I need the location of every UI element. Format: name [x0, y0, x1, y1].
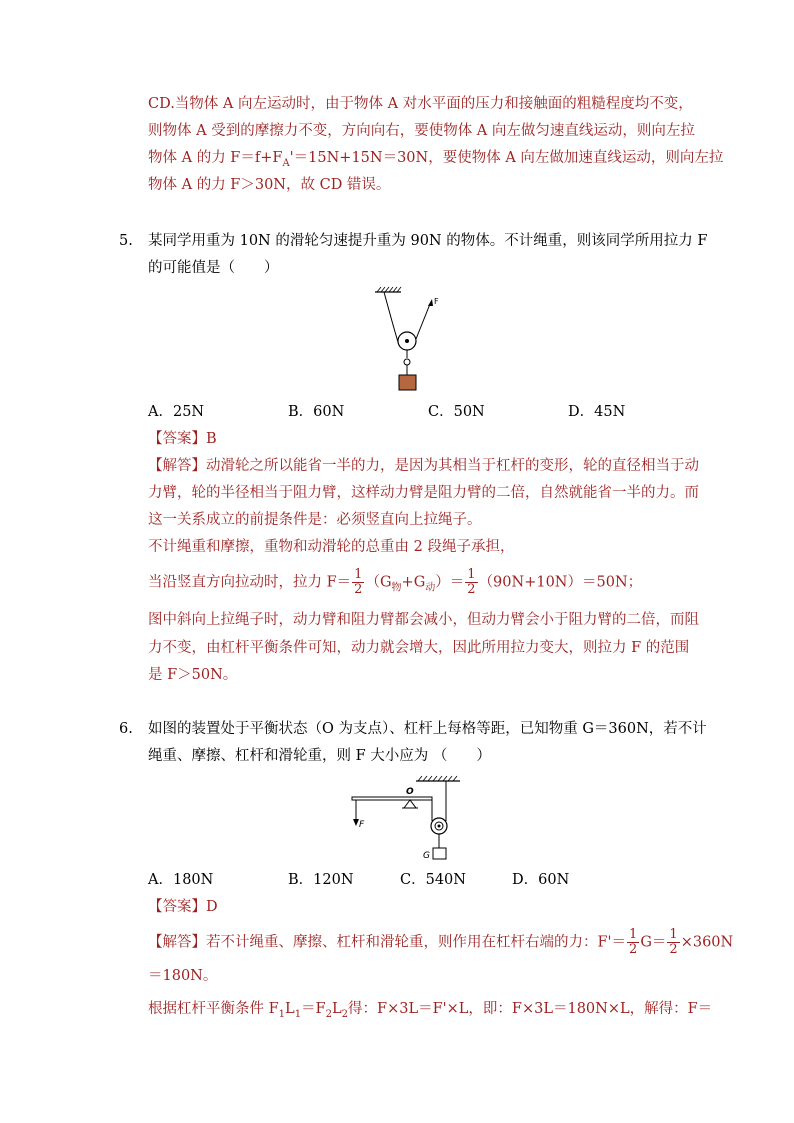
- q5-analysis-line-8: 是 F＞50N。: [148, 667, 238, 683]
- prev-solution-line-4: 物体 A 的力 F＞30N，故 CD 错误。: [148, 177, 391, 193]
- q6-lever-pulley-figure: [348, 773, 473, 868]
- q6-fig-label-o: O: [406, 787, 414, 797]
- q5-fig-label-f: F: [434, 297, 439, 306]
- fraction-one-half: $\frac{1}{2}$: [467, 567, 476, 597]
- q6-fig-label-f: F: [359, 820, 365, 830]
- fraction-one-half: $\frac{1}{2}$: [669, 927, 678, 957]
- q5-analysis-line-3: 这一关系成立的前提条件是：必须竖直向上拉绳子。: [148, 512, 482, 528]
- q5-analysis-line-2: 力臂，轮的半径相当于阻力臂，这样动力臂是阻力臂的二倍，自然就能省一半的力。而: [148, 485, 699, 501]
- q5-answer: 【答案】B: [148, 431, 217, 447]
- q5-option-c: C．50N: [428, 404, 485, 420]
- q6-analysis-line-3: 根据杠杆平衡条件 $F_1L_1=F_2L_2$得：F×3L＝F'×L，即：F×3L＝180N×L，解得：F＝: [148, 1001, 713, 1020]
- prev-solution-line-3: 物体 A 的力 $F=f+F_A'=15N+15N=30N$，要使物体 A 向左做加速直线运动，则向左拉: [148, 150, 724, 169]
- q6-analysis-line-1: 【解答】若不计绳重、摩擦、杠杆和滑轮重，则作用在杠杆右端的力：F'＝ $\frac{1}{2}$ G＝ $\frac{1}{2}$ ×360N: [148, 927, 734, 957]
- q5-option-a: A．25N: [148, 404, 205, 420]
- q5-analysis-line-1: 【解答】动滑轮之所以能省一半的力，是因为其相当于杠杆的变形，轮的直径相当于动: [148, 458, 699, 474]
- q5-number: 5.: [119, 233, 133, 249]
- q6-analysis-line-2: ＝180N。: [148, 968, 218, 984]
- q6-fig-label-g: G: [423, 851, 430, 861]
- q5-analysis-line-4: 不计绳重和摩擦，重物和动滑轮的总重由 2 段绳子承担，: [148, 539, 515, 555]
- fraction-one-half: $\frac{1}{2}$: [629, 927, 638, 957]
- q5-stem-line-2: 的可能值是（ ）: [148, 260, 279, 276]
- q6-answer: 【答案】D: [148, 899, 218, 915]
- q6-stem-line-2: 绳重、摩擦、杠杆和滑轮重，则 F 大小应为 （ ）: [148, 748, 491, 764]
- fraction-one-half: $\frac{1}{2}$: [354, 567, 363, 597]
- q6-number: 6.: [119, 721, 133, 737]
- q6-option-b: B．120N: [288, 872, 354, 888]
- q5-analysis-line-5: 当沿竖直方向拉动时，拉力 F＝ $\frac{1}{2}$ $(G_物+G_动)=$ $\frac{1}{2}$ （90N+10N）＝50N；: [148, 567, 643, 597]
- q6-option-d: D．60N: [512, 872, 570, 888]
- q6-option-c: C．540N: [400, 872, 466, 888]
- q5-analysis-line-6: 图中斜向上拉绳子时，动力臂和阻力臂都会减小，但动力臂会小于阻力臂的二倍，而阻: [148, 612, 699, 628]
- q6-option-a: A．180N: [148, 872, 214, 888]
- prev-solution-line-2: 则物体 A 受到的摩擦力不变，方向向右，要使物体 A 向左做匀速直线运动，则向左拉: [148, 123, 695, 139]
- prev-solution-line-1: CD.当物体 A 向左运动时，由于物体 A 对水平面的压力和接触面的粗糙程度均不变，: [148, 96, 693, 112]
- q5-option-d: D．45N: [568, 404, 626, 420]
- q5-analysis-line-7: 力不变，由杠杆平衡条件可知，动力就会增大，因此所用拉力变大，则拉力 F 的范围: [148, 640, 690, 656]
- q6-stem-line-1: 如图的装置处于平衡状态（O 为支点）、杠杆上每格等距，已知物重 G＝360N，若不计: [148, 721, 707, 737]
- q5-option-b: B．60N: [288, 404, 345, 420]
- q5-pulley-figure: [368, 284, 448, 394]
- q5-stem-line-1: 某同学用重为 10N 的滑轮匀速提升重为 90N 的物体。不计绳重，则该同学所用拉力 F: [148, 233, 708, 249]
